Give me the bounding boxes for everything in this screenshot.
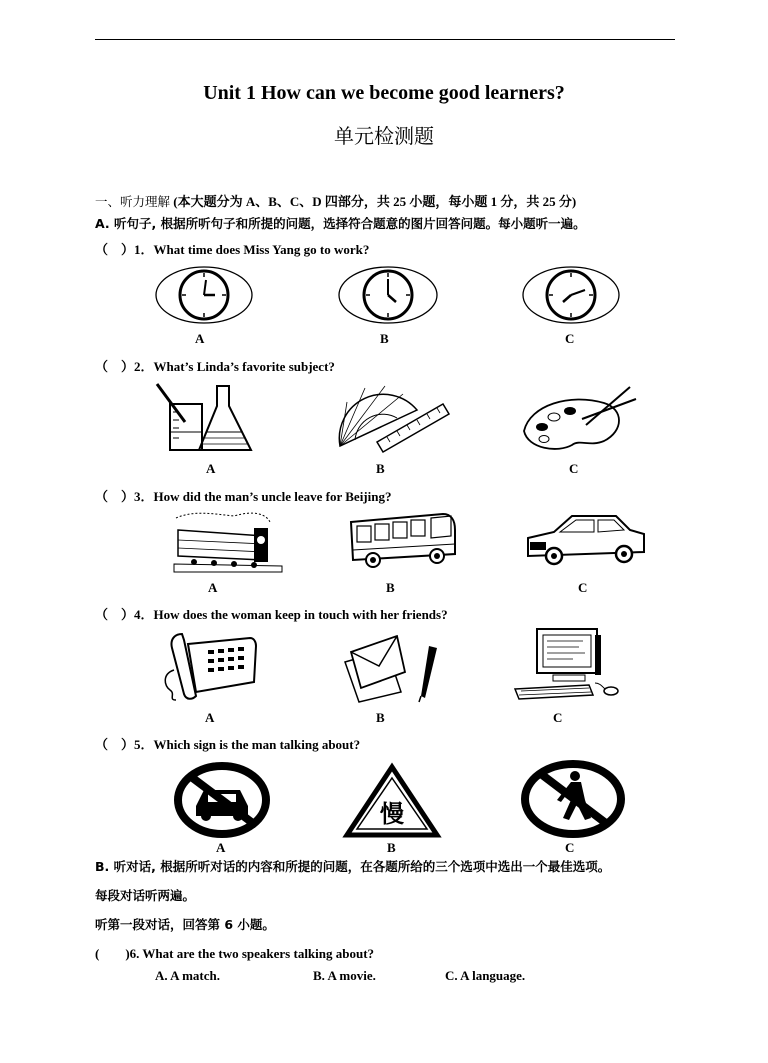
train-icon — [174, 508, 284, 574]
part-b-instructions: B. 听对话, 根据所听对话的内容和所提的问题，在各题所给的三个选项中选出一个最佳选项。 — [95, 859, 611, 874]
question-3: （ ）3．How did the man’s uncle leave for Beijing? — [95, 489, 392, 504]
option-label: C — [569, 461, 579, 476]
q6-option-b: B. A movie. — [313, 968, 376, 983]
option-label: B — [387, 840, 396, 855]
option-label: A — [205, 710, 215, 725]
computer-icon — [513, 625, 623, 701]
clock-icon — [522, 266, 620, 324]
q6-option-c: C. A language. — [445, 968, 526, 983]
option-label: C — [565, 840, 575, 855]
option-label: C — [578, 580, 588, 595]
letter-pen-icon — [343, 632, 441, 702]
question-4: （ ）4．How does the woman keep in touch with her friends? — [95, 607, 448, 622]
question-1: （ ）1．What time does Miss Yang go to work? — [95, 242, 370, 257]
option-label: C — [553, 710, 563, 725]
option-label: A — [195, 331, 205, 346]
clock-icon — [338, 266, 438, 324]
lab-flask-icon — [155, 382, 255, 454]
question-2: （ ）2．What’s Linda’s favorite subject? — [95, 359, 335, 374]
slow-sign-text: 慢 — [380, 800, 404, 828]
paint-palette-icon — [520, 385, 638, 453]
car-icon — [524, 512, 648, 568]
question-5: （ ）5．Which sign is the man talking about? — [95, 737, 361, 752]
option-label: B — [376, 710, 385, 725]
no-pedestrians-sign-icon — [521, 760, 625, 838]
q6-option-a: A. A match. — [155, 968, 220, 983]
no-cars-sign-icon — [174, 762, 270, 838]
option-label: B — [376, 461, 385, 476]
bus-icon — [347, 510, 459, 572]
protractor-ruler-icon — [335, 380, 450, 454]
option-label: B — [386, 580, 395, 595]
option-label: B — [380, 331, 389, 346]
header-rule — [95, 39, 675, 40]
question-6: ( )6. What are the two speakers talking about? — [95, 946, 375, 961]
option-label: A — [208, 580, 218, 595]
telephone-icon — [162, 630, 258, 702]
dialog-1-instruction: 听第一段对话，回答第 6 小题。 — [95, 917, 275, 932]
section-heading: 一、听力理解 (本大题分为 A、B、C、D 四部分，共 25 小题，每小题 1 分，共 25 分) — [95, 194, 577, 209]
option-label: C — [565, 331, 575, 346]
clock-icon — [155, 266, 253, 324]
page-title: Unit 1 How can we become good learners? — [203, 82, 565, 104]
option-label: A — [206, 461, 216, 476]
page-subtitle: 单元检测题 — [334, 124, 434, 148]
slow-sign-icon — [344, 764, 440, 838]
part-a-instructions: A. 听句子, 根据所听句子和所提的问题，选择符合题意的图片回答问题。每小题听一遍。 — [95, 216, 586, 231]
part-b-instructions-2: 每段对话听两遍。 — [95, 888, 196, 903]
option-label: A — [216, 840, 226, 855]
